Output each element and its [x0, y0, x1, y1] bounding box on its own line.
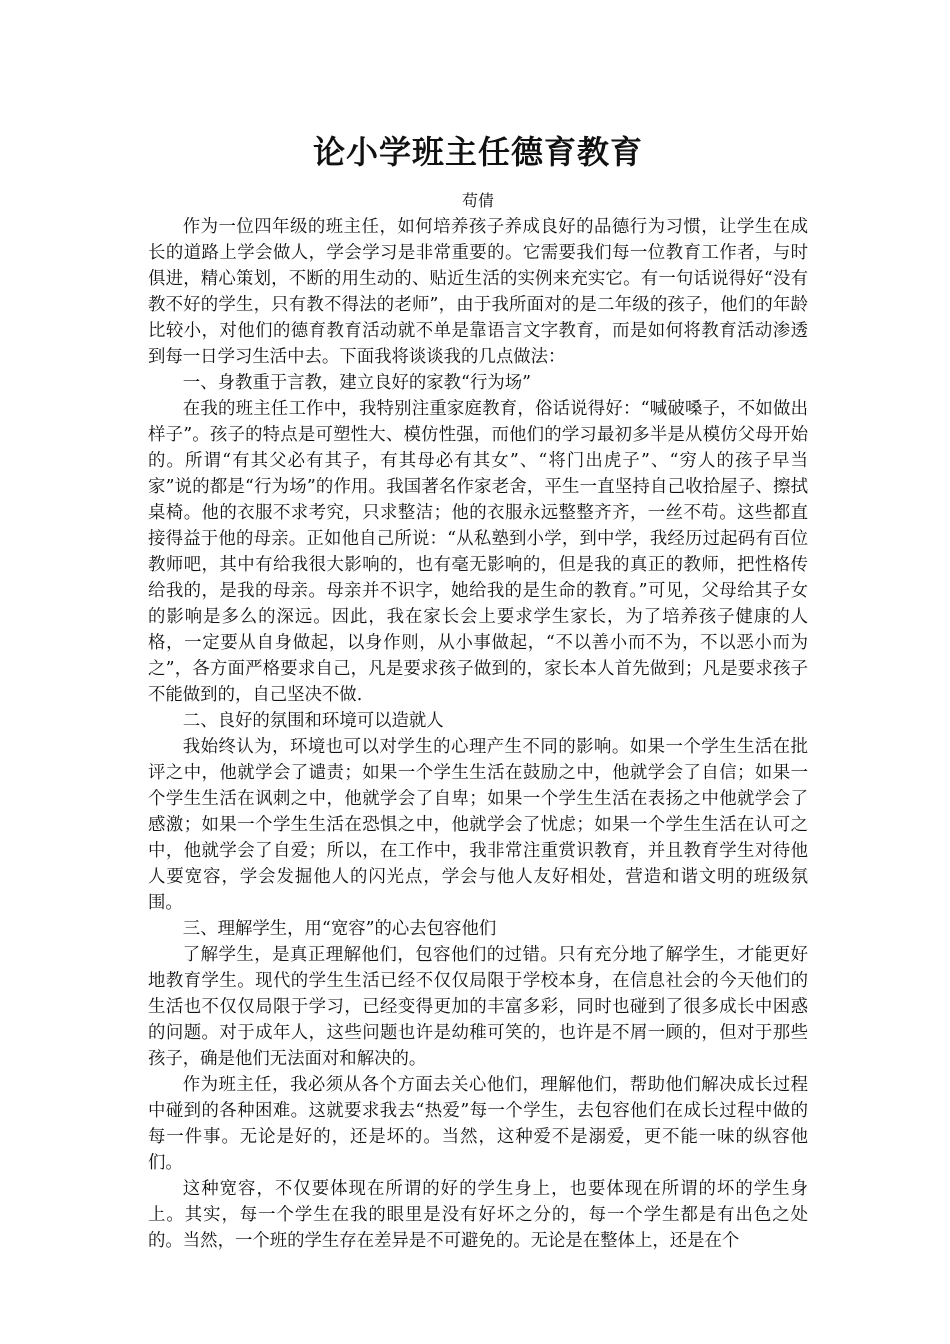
section-heading-3: 三、理解学生，用“宽容”的心去包容他们 [182, 919, 497, 939]
section-heading-1: 一、身教重于言教，建立良好的家教“行为场” [182, 373, 532, 393]
paragraph-section-2: 我始终认为，环境也可以对学生的心理产生不同的影响。如果一个学生生活在批评之中，他就学会了谴责；如果一个学生生活在鼓励之中，他就学会了自信；如果一个学生生活在讽刺之中，他就学会了自卑；如果一个学生生活在表扬之中他就学会了感激；如果一个学生生活在恐惧之中，他就学会了忧虑；如果一个学生生活在认可之中，他就学会了自爱；所以，在工作中，我非常注重赏识教育，并且教育学生对待他人要宽容，学会发掘他人的闪光点，学会与他人友好相处，营造和谐文明的班级氛围。 [148, 737, 808, 913]
document-page [148, 126, 808, 1254]
paragraph-section-3a: 了解学生，是真正理解他们，包容他们的过错。只有充分地了解学生，才能更好地教育学生。现代的学生生活已经不仅仅局限于学校本身，在信息社会的今天他们的生活也不仅仅局限于学习，已经变得更加的丰富多彩，同时也碰到了很多成长中困惑的问题。对于成年人，这些问题也许是幼稚可笑的，也许是不屑一顾的，但对于那些孩子，确是他们无法面对和解决的。 [148, 945, 808, 1069]
document-title: 论小学班主任德育教育 [312, 133, 643, 171]
paragraph-section-3c: 这种宽容，不仅要体现在所谓的好的学生身上，也要体现在所谓的坏的学生身上。其实，每一个学生在我的眼里是没有好坏之分的，每一个学生都是有出色之处的。当然，一个班的学生存在差异是不可避免的。无论是在整体上，还是在个 [148, 1179, 808, 1251]
document-author: 苟倩 [461, 191, 494, 210]
paragraph-section-1: 在我的班主任工作中，我特别注重家庭教育，俗话说得好：“喊破嗓子，不如做出样子”。孩子的特点是可塑性大、模仿性强，而他们的学习最初多半是从模仿父母开始的。所谓“有其父必有其子，有其母必有其女”、“将门出虎子”、“穷人的孩子早当家”说的都是“行为场”的作用。我国著名作家老舍，平生一直坚持自己收拾屋子、擦拭桌椅。他的衣服不求考究，只求整洁；他的衣服永远整整齐齐，一丝不苟。这些都直接得益于他的母亲。正如他自己所说：“从私塾到小学，到中学，我经历过起码有百位教师吧，其中有给我很大影响的，也有毫无影响的，但是我的真正的教师，把性格传给我的，是我的母亲。母亲并不识字，她给我的是生命的教育。”可见，父母给其子女的影响是多么的深远。因此，我在家长会上要求学生家长，为了培养孩子健康的人格，一定要从自身做起，以身作则，从小事做起，“不以善小而不为，不以恶小而为之”，各方面严格要求自己，凡是要求孩子做到的，家长本人首先做到；凡是要求孩子不能做到的，自己坚决不做. [148, 399, 808, 705]
paragraph-section-3b: 作为班主任，我必须从各个方面去关心他们，理解他们，帮助他们解决成长过程中碰到的各种困难。这就要求我去“热爱”每一个学生，去包容他们在成长过程中做的每一件事。无论是好的，还是坏的。当然，这种爱不是溺爱，更不能一味的纵容他们。 [148, 1075, 808, 1173]
paragraph-intro: 作为一位四年级的班主任，如何培养孩子养成良好的品德行为习惯，让学生在成长的道路上学会做人，学会学习是非常重要的。它需要我们每一位教育工作者，与时俱进，精心策划，不断的用生动的、贴近生活的实例来充实它。有一句话说得好“没有教不好的学生，只有教不得法的老师”，由于我所面对的是二年级的孩子，他们的年龄比较小，对他们的德育教育活动就不单是靠语言文字教育，而是如何将教育活动渗透到每一日学习生活中去。下面我将谈谈我的几点做法： [148, 217, 808, 367]
section-heading-2: 二、良好的氛围和环境可以造就人 [182, 711, 444, 731]
